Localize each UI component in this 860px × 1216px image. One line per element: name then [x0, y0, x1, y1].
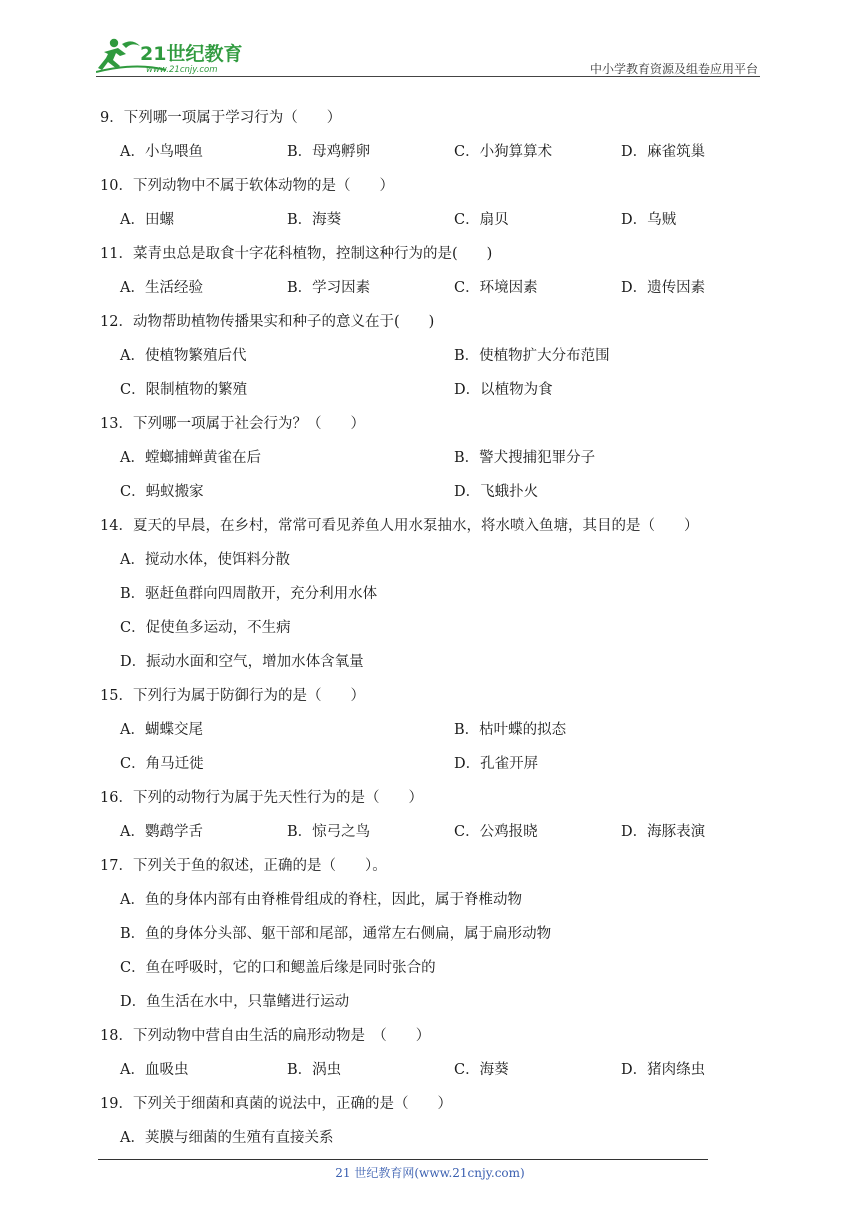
answer-option[interactable]: C．小狗算算术: [454, 144, 553, 160]
question-stem: 16．下列的动物行为属于先天性行为的是（ ）: [100, 790, 423, 806]
answer-option[interactable]: D．海豚表演: [621, 824, 706, 840]
answer-option[interactable]: B．涡虫: [287, 1062, 342, 1078]
options-row: [100, 1121, 740, 1155]
answer-option[interactable]: B．母鸡孵卵: [287, 144, 371, 160]
answer-option[interactable]: B．驱赶鱼群向四周散开，充分利用水体: [120, 586, 378, 602]
options-row: [100, 543, 740, 577]
platform-tagline: 中小学教育资源及组卷应用平台: [589, 62, 758, 76]
answer-option[interactable]: B．枯叶蝶的拟态: [454, 722, 567, 738]
site-logo[interactable]: [96, 36, 266, 76]
options-row: [100, 135, 740, 169]
answer-option[interactable]: C．鱼在呼吸时，它的口和鳃盖后缘是同时张合的: [120, 960, 436, 976]
answer-option[interactable]: B．学习因素: [287, 280, 371, 296]
question-stem: 13．下列哪一项属于社会行为？（ ）: [100, 416, 365, 432]
answer-option[interactable]: A．蝴蝶交尾: [120, 722, 203, 738]
header-divider: [96, 76, 760, 77]
answer-option[interactable]: C．限制植物的繁殖: [120, 382, 248, 398]
answer-option[interactable]: C．环境因素: [454, 280, 538, 296]
answer-option[interactable]: D．麻雀筑巢: [621, 144, 706, 160]
answer-option[interactable]: D．遗传因素: [621, 280, 706, 296]
question-stem: 15．下列行为属于防御行为的是（ ）: [100, 688, 365, 704]
options-row: [100, 339, 740, 373]
answer-option[interactable]: A．鹦鹉学舌: [120, 824, 203, 840]
answer-option[interactable]: D．孔雀开屏: [454, 756, 539, 772]
answer-option[interactable]: C．促使鱼多运动，不生病: [120, 620, 291, 636]
answer-option[interactable]: D．以植物为食: [454, 382, 553, 398]
answer-option[interactable]: A．螳螂捕蝉黄雀在后: [120, 450, 261, 466]
answer-option[interactable]: A．田螺: [120, 212, 174, 228]
question-stem: 12．动物帮助植物传播果实和种子的意义在于( ): [100, 314, 435, 330]
answer-option[interactable]: C．公鸡报晓: [454, 824, 538, 840]
answer-option[interactable]: B．鱼的身体分头部、躯干部和尾部，通常左右侧扁，属于扁形动物: [120, 926, 552, 942]
options-row: [100, 645, 740, 679]
footer-divider: [98, 1159, 708, 1160]
answer-option[interactable]: A．血吸虫: [120, 1062, 189, 1078]
question-stem: 9．下列哪一项属于学习行为（ ）: [100, 110, 342, 126]
answer-option[interactable]: B．惊弓之鸟: [287, 824, 371, 840]
options-row: [100, 441, 740, 475]
answer-option[interactable]: D．猪肉绦虫: [621, 1062, 706, 1078]
runner-logo-icon: [96, 36, 266, 76]
options-row: [100, 713, 740, 747]
answer-option[interactable]: A．生活经验: [120, 280, 203, 296]
answer-option[interactable]: A．荚膜与细菌的生殖有直接关系: [120, 1130, 334, 1146]
answer-option[interactable]: B．警犬搜捕犯罪分子: [454, 450, 596, 466]
logo-url: www.21cnjy.com: [146, 65, 218, 75]
question-stem: 18．下列动物中营自由生活的扁形动物是 （ ）: [100, 1028, 431, 1044]
answer-option[interactable]: A．鱼的身体内部有由脊椎骨组成的脊柱，因此，属于脊椎动物: [120, 892, 522, 908]
options-row: [100, 917, 740, 951]
question-stem: 10．下列动物中不属于软体动物的是（ ）: [100, 178, 394, 194]
answer-option[interactable]: C．扇贝: [454, 212, 509, 228]
answer-option[interactable]: C．蚂蚁搬家: [120, 484, 204, 500]
options-row: [100, 271, 740, 305]
options-row: [100, 747, 740, 781]
answer-option[interactable]: D．乌贼: [621, 212, 677, 228]
options-row: [100, 815, 740, 849]
question-stem: 14．夏天的早晨，在乡村，常常可看见养鱼人用水泵抽水，将水喷入鱼塘，其目的是（ ）: [100, 518, 699, 534]
answer-option[interactable]: A．使植物繁殖后代: [120, 348, 247, 364]
answer-option[interactable]: B．使植物扩大分布范围: [454, 348, 610, 364]
options-row: [100, 1053, 740, 1087]
options-row: [100, 475, 740, 509]
options-row: [100, 577, 740, 611]
question-list: [100, 101, 740, 1155]
options-row: [100, 611, 740, 645]
answer-option[interactable]: A．小鸟喂鱼: [120, 144, 203, 160]
question-stem: 19．下列关于细菌和真菌的说法中，正确的是（ ）: [100, 1096, 452, 1112]
options-row: [100, 951, 740, 985]
answer-option[interactable]: A．搅动水体，使饵料分散: [120, 552, 290, 568]
question-stem: 17．下列关于鱼的叙述，正确的是（ ）。: [100, 858, 387, 874]
options-row: [100, 373, 740, 407]
answer-option[interactable]: C．角马迁徙: [120, 756, 204, 772]
answer-option[interactable]: D．飞蛾扑火: [454, 484, 539, 500]
answer-option[interactable]: D．振动水面和空气，增加水体含氧量: [120, 654, 364, 670]
answer-option[interactable]: D．鱼生活在水中，只靠鳍进行运动: [120, 994, 350, 1010]
logo-text: 21世纪教育: [140, 43, 243, 65]
options-row: [100, 883, 740, 917]
options-row: [100, 985, 740, 1019]
options-row: [100, 203, 740, 237]
page-header: [96, 36, 760, 80]
answer-option[interactable]: B．海葵: [287, 212, 342, 228]
question-stem: 11．菜青虫总是取食十字花科植物，控制这种行为的是( ): [100, 246, 493, 262]
answer-option[interactable]: C．海葵: [454, 1062, 509, 1078]
footer-link[interactable]: 21 世纪教育网(www.21cnjy.com): [335, 1166, 525, 1180]
